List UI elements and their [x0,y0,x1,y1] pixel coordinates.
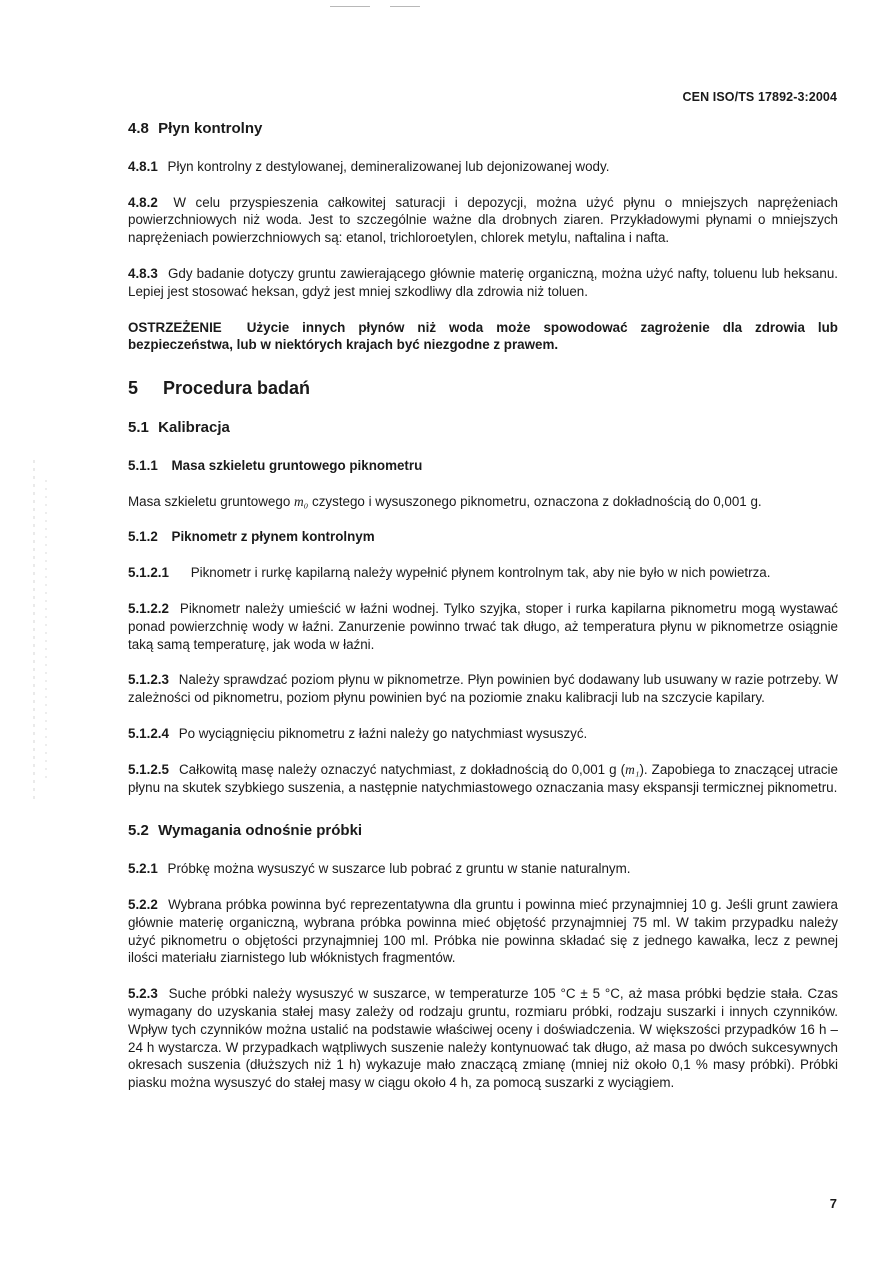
paragraph-4-8-2: 4.8.2 W celu przyspieszenia całkowitej saturacji i depozycji, można użyć płynu o mniejszych naprężeniach powierzchniowych niż woda. Jest to szczególnie ważne dla drobnych ziaren. Przykładowymi płynami o mniejszych naprężeniach powierzchniowych są: etanol, trichloroetylen, chlorek metylu, naftalina i nafta. [128,194,838,246]
warning-note [128,319,838,355]
paragraph-5-1-2-3: 5.1.2.3 Należy sprawdzać poziom płynu w piknometrze. Płyn powinien być dodawany lub usuwany w razie potrzeby. W zależności od piknometru, poziom płynu powinien być na poziomie znaku kalibracji lub na szczycie kapilary. [128,672,838,706]
paragraph-4-8-1: 4.8.1 Płyn kontrolny z destylowanej, demineralizowanej lub dejonizowanej wody. [128,158,610,174]
scan-artifact [390,6,420,7]
warning-label: OSTRZEŻENIE [128,319,222,335]
paragraph-5-1-2-2: 5.1.2.2 Piknometr należy umieścić w łaźni wodnej. Tylko szyjka, stoper i rurka kapilarna piknometru mogą wystawać ponad powierzchnię wody w łaźni. Zanurzenie powinno trwać tak długo, aż temperatura płynu w piknometrze osiągnie taką samą temperaturę, jak woda w łaźni. [128,600,838,652]
variable-m0: m₀ [293,493,309,509]
page-number: 7 [829,1196,837,1211]
section-heading-5-1: 5.1 Kalibracja [128,418,230,436]
section-heading-4-8: 4.8 Płyn kontrolny [128,120,263,137]
paragraph-5-1-2-1: 5.1.2.1 Piknometr i rurkę kapilarną należy wypełnić płynem kontrolnym tak, aby nie było w nich powietrza. [128,565,771,581]
paragraph-4-8-3: 4.8.3 Gdy badanie dotyczy gruntu zawierającego głównie materię organiczną, można użyć nafty, toluenu lub heksanu. Lepiej jest stosować heksan, gdyż jest mniej szkodliwy dla zdrowia niż toluen. [128,265,838,299]
paragraph-5-1-1: Masa szkieletu gruntowego m₀ czystego i wysuszonego piknometru, oznaczona z dokładnością do 0,001 g. [128,493,762,509]
variable-m1: m₁ [625,761,640,777]
paragraph-5-2-3: 5.2.3 Suche próbki należy wysuszyć w suszarce, w temperaturze 105 °C ± 5 °C, aż masa próbki będzie stała. Czas wymagany do uzyskania stałej masy zależy od rodzaju gruntu, rozmiaru próbki, rodzaju suszarki i innych czynników. Wpływ tych czynników można ustalić na podstawie właściwej oceny i doświadczenia. W większości przypadków 16 h – 24 h wystarcza. W przypadkach wątpliwych suszenie należy kontynuować tak długo, aż masa po dwóch sukcesywnych okresach suszenia (dłuższych niż 1 h) wykazuje mało znaczącą zmianę (mniej niż około 0,1 % masy próbki). Próbki piasku można wysuszyć do stałej masy w ciągu około 4 h, za pomocą suszarki z wyciągiem. [128,986,838,1091]
paragraph-5-2-1: 5.2.1 Próbkę można wysuszyć w suszarce lub pobrać z gruntu w stanie naturalnym. [128,861,631,877]
section-heading-5-1-1: 5.1.1 Masa szkieletu gruntowego piknometru [128,457,423,473]
section-heading-5-2: 5.2 Wymagania odnośnie próbki [128,822,363,840]
document-identifier: CEN ISO/TS 17892-3:2004 [682,90,837,104]
paragraph-5-1-2-4: 5.1.2.4 Po wyciągnięciu piknometru z łaźni należy go natychmiast wysuszyć. [128,725,588,741]
main-content [128,120,838,1110]
section-heading-5: 5 Procedura badań [128,378,311,399]
warning-text: Użycie innych płynów niż woda może spowodować zagrożenie dla zdrowia lub bezpieczeństwa, lub w niektórych krajach być niezgodne z prawem. [128,319,838,353]
paragraph-5-1-2-5: 5.1.2.5 Całkowitą masę należy oznaczyć natychmiast, z dokładnością do 0,001 g (m₁). Zapobiega to znaczącej utracie płynu na skutek szybkiego suszenia, a następnie natychmiastowego oznaczania masy ekspansji termicznej piknometru. [128,761,838,795]
side-stamp-watermark [22,450,62,810]
paragraph-5-2-2: 5.2.2 Wybrana próbka powinna być reprezentatywna dla gruntu i powinna mieć przynajmniej 10 g. Jeśli grunt zawiera głównie materię organiczną, wybrana próbka powinna mieć objętość przynajmniej 75 ml. W takim przypadku należy użyć piknometru o objętości przynajmniej 100 ml. Próbka nie powinna składać się z jednego kawałka, lecz z pewnej ilości materiału ziarnistego lub włóknistych fragmentów. [128,896,838,966]
section-heading-5-1-2: 5.1.2 Piknometr z płynem kontrolnym [128,529,375,545]
scan-artifact [330,6,370,7]
